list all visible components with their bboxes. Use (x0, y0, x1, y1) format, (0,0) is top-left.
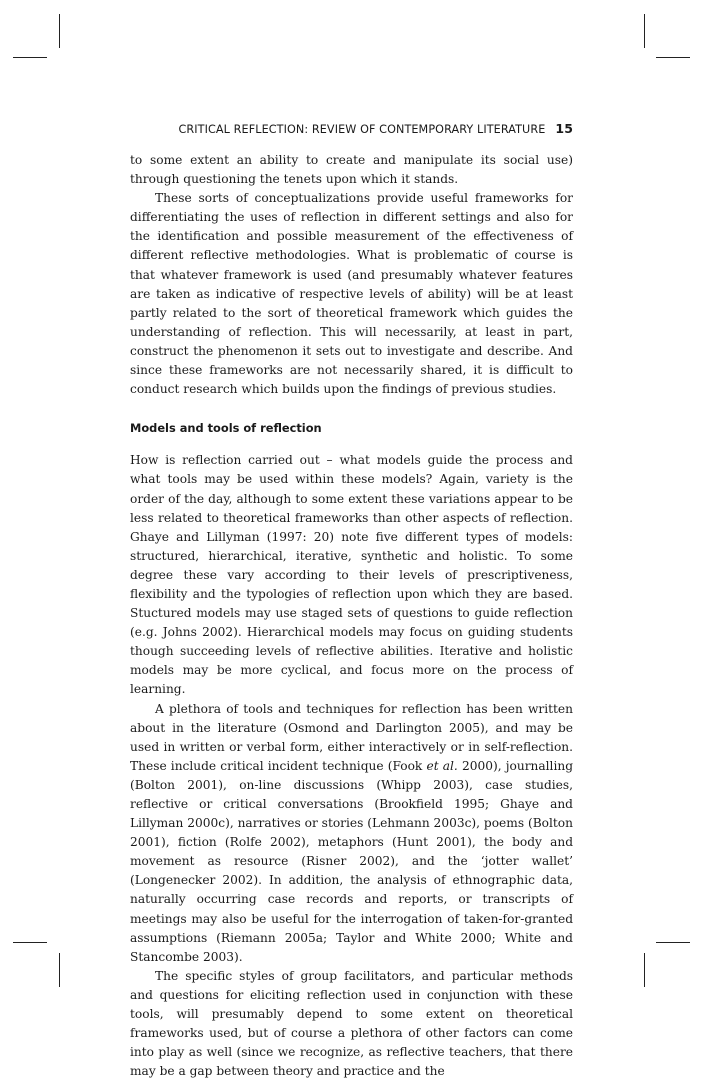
body-text (130, 151, 573, 1081)
crop-mark-top-right-vertical (644, 14, 645, 48)
running-head (130, 121, 573, 136)
crop-mark-bottom-right-horizontal (656, 942, 690, 943)
paragraph-text: A plethora of tools and techniques for reflection has been written about in the literature (Osmond and Darlington 2005), and may be used in written or verbal form, either interactively or in self-reflection. These include critical incident technique (Fook (130, 701, 573, 773)
paragraph: How is reflection carried out – what models guide the process and what tools may be used within these models? Again, variety is the order of the day, although to some extent these variations appear to be less related to theoretical frameworks than other aspects of reflection. Ghaye and Lillyman (1997: 20) note five different types of models: structured, hierarchical, iterative, synthetic and holistic. To some degree these vary according to their levels of prescriptiveness, flexibility and the typologies of reflection upon which they are based. Stuctured models may use staged sets of questions to guide reflection (e.g. Johns 2002). Hierarchical models may focus on guiding students though succeeding levels of reflective abilities. Iterative and holistic models may be more cyclical, and focus more on the process of learning. (130, 453, 573, 697)
paragraph-text: 2000), journalling (Bolton 2001), on-line discussions (Whipp 2003), case studies, reflective or critical conversations (Brookfield 1995; Ghaye and Lillyman 2000c), narratives or stories (Lehmann 2003c), poems (Bolton 2001), fiction (Rolfe 2002), metaphors (Hunt 2001), the body and movement as resource (Risner 2002), and the ‘jotter wallet’ (Longenecker 2002). In addition, the analysis of ethnographic data, naturally occurring case records and reports, or transcripts of meetings may also be useful for the interrogation of taken-for-granted assumptions (Riemann 2005a; Taylor and White 2000; White and Stancombe 2003). (130, 758, 573, 964)
crop-mark-bottom-left-horizontal (13, 942, 47, 943)
running-title: CRITICAL REFLECTION: REVIEW OF CONTEMPORARY LITERATURE (178, 123, 546, 136)
paragraph: The specific styles of group facilitators, and particular methods and questions for eliciting reflection used in conjunction with these tools, will presumably depend to some extent on theoretical frameworks used, but of course a plethora of other factors can come into play as well (since we recognize, as reflective teachers, that there may be a gap between theory and practice and the (130, 968, 573, 1079)
crop-mark-top-left-horizontal (13, 57, 47, 58)
paragraph (130, 700, 573, 967)
crop-mark-top-right-horizontal (656, 57, 690, 58)
crop-mark-bottom-left-vertical (59, 953, 60, 987)
crop-mark-top-left-vertical (59, 14, 60, 48)
page-number: 15 (555, 121, 573, 136)
crop-mark-bottom-right-vertical (644, 953, 645, 987)
section-heading: Models and tools of reflection (130, 421, 322, 436)
italic-text: et al. (426, 758, 458, 773)
paragraph-continued: to some extent an ability to create and manipulate its social use) through questioning the tenets upon which it stands. (130, 153, 573, 187)
paragraph: These sorts of conceptualizations provide useful frameworks for differentiating the uses of reflection in different settings and also for the identification and possible measurement of the effectiveness of different reflective methodologies. What is problematic of course is that whatever framework is used (and presumably whatever features are taken as indicative of respective levels of ability) will be at least partly related to the sort of theoretical framework which guides the understanding of reflection. This will necessarily, at least in part, construct the phenomenon it sets out to investigate and describe. And since these frameworks are not necessarily shared, it is difficult to conduct research which builds upon the findings of previous studies. (130, 191, 573, 397)
